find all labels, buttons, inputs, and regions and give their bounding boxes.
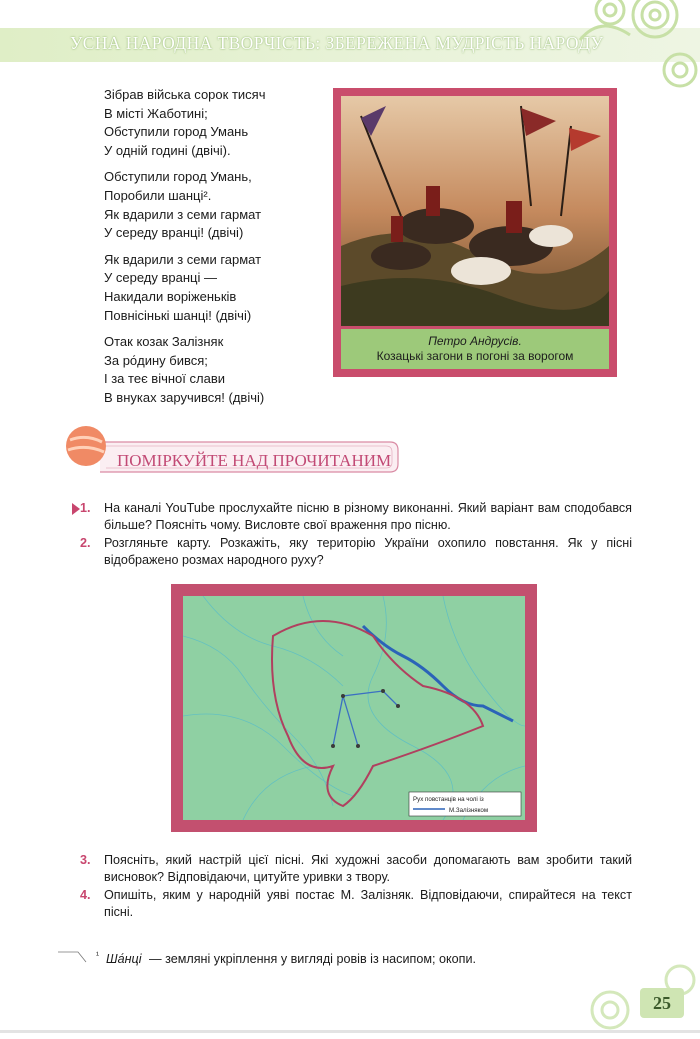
question-item — [72, 500, 632, 534]
footnote-term: Ша́нці — [106, 952, 142, 966]
poem-stanza — [104, 168, 324, 242]
bottom-rule — [0, 1030, 700, 1033]
poem-line: Поробили шанці². — [104, 187, 212, 203]
poem-stanza — [104, 333, 324, 407]
poem-line: Обступили город Умань, — [104, 169, 252, 185]
map-legend-line2: М.Залізняком — [449, 807, 489, 814]
painting-frame — [333, 88, 617, 377]
footnote-definition: — земляні укріплення у вигляді ровів із насипом; окопи. — [149, 952, 477, 966]
footnote-rule-icon — [58, 950, 98, 964]
poem-stanza — [104, 86, 324, 160]
question-number: 3. — [80, 853, 91, 867]
map-frame — [171, 584, 537, 832]
uprising-map — [183, 596, 525, 820]
question-item — [72, 852, 632, 886]
poem-line: В внуках заручився! (двічі) — [104, 389, 265, 405]
poem — [104, 86, 324, 416]
poem-stanza — [104, 251, 324, 325]
poem-line: Повнісінькі шанці! (двічі) — [104, 307, 252, 323]
poem-line: Зібрав війська сорок тисяч — [104, 87, 266, 102]
question-item — [72, 535, 632, 569]
footnote-mark: ¹ — [96, 950, 99, 960]
pointer-arrow-icon — [72, 503, 80, 515]
poem-line: В місті Жаботині; — [104, 105, 208, 121]
poem-line: За ро́дину бився; — [104, 352, 208, 368]
poem-line: Накидали воріженьків — [104, 288, 237, 304]
poem-line: Отак козак Залізняк — [104, 334, 224, 350]
poem-line: У середу вранці — — [104, 270, 217, 286]
question-text: Опишіть, яким у народній уяві постає М. Залізняк. Відповідаючи, спирайтеся на текст пісні. — [104, 888, 632, 919]
questions-list-continued — [72, 852, 632, 922]
painting-artist: Петро Андрусів. — [428, 334, 522, 348]
section-banner — [60, 420, 400, 480]
section-title: ПОМІРКУЙТЕ НАД ПРОЧИТАНИМ — [117, 451, 392, 470]
cossack-painting — [341, 96, 609, 326]
question-number: 4. — [80, 888, 91, 902]
map-legend-line1: Рух повстанців на чолі із — [413, 796, 484, 803]
question-number: 2. — [80, 536, 91, 550]
question-text: Поясніть, який настрій цієї пісні. Які художні засоби допомагають вам зробити такий висновок? Відповідаючи, цитуйте уривки з твору. — [104, 853, 632, 884]
painting-caption — [341, 329, 609, 369]
questions-list — [72, 500, 632, 570]
poem-line: Обступили город Умань — [104, 124, 249, 140]
painting-title: Козацькі загони в погоні за ворогом — [376, 349, 574, 363]
poem-line: Як вдарили з семи гармат — [104, 251, 262, 267]
poem-line: Як вдарили з семи гармат — [104, 206, 262, 222]
question-item — [72, 887, 632, 921]
poem-line: У середу вранці! (двічі) — [104, 225, 244, 241]
poem-line: І за теє вічної слави — [104, 371, 225, 387]
map-legend — [409, 792, 521, 816]
question-number: 1. — [80, 501, 91, 515]
running-header: УСНА НАРОДНА ТВОРЧІСТЬ: ЗБЕРЕЖЕНА МУДРІСТЬ НАРОДУ — [70, 33, 604, 53]
page-number: 25 — [640, 988, 684, 1018]
question-text: На каналі YouTube прослухайте пісню в різному виконанні. Який варіант вам сподобався більше? Поясніть чому. Висловте свої враження про пісню. — [104, 501, 632, 532]
poem-line: У одній годині (двічі). — [104, 142, 231, 158]
question-text: Розгляньте карту. Розкажіть, яку територію України охопило повстання. Як у пісні відображено розмах народного руху? — [104, 536, 632, 567]
